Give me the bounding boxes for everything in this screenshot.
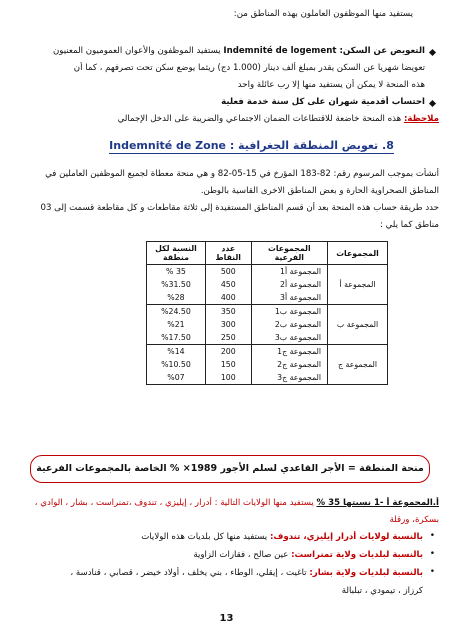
tamanrasset-line [14, 549, 423, 561]
table-header: عدد النقاط [205, 242, 251, 265]
page-number: 13 [219, 613, 234, 624]
housing-allowance-text: يستفيد الموظفون والأعوان العموميون المعنيون [53, 46, 221, 56]
bullet-diamond-icon [429, 100, 436, 107]
group-name: المجموعة ب [328, 305, 388, 345]
group-a1-label: أ.المجموعة أ -1 نسبتها 35 % [316, 498, 439, 508]
note-line [14, 113, 439, 125]
bullet-dot-icon: • [429, 549, 435, 559]
bullet-diamond-icon [429, 49, 436, 56]
table-header-row [147, 242, 388, 265]
bechar-text: تاغيت ، إيقلي، الوطاء ، بني يخلف ، أولاد خيضر ، قصابي ، قنادسة ، [70, 568, 307, 578]
subgroups-cell: المجموعة ب1 المجموعة ب2 المجموعة ب3 [251, 305, 327, 345]
bullet-dot-icon: • [429, 531, 435, 541]
seniority-line: احتساب أقدمية شهران على كل سنة خدمة فعلية [221, 97, 425, 107]
subgroups-cell: المجموعة ج1 المجموعة ج2 المجموعة ج3 [251, 345, 327, 385]
tamanrasset-text: عين صالح ، فقارات الزاوية [193, 550, 289, 560]
adrar-line [14, 531, 423, 543]
housing-allowance-line [14, 45, 425, 57]
zones-table [146, 241, 388, 385]
group-a1-line [14, 497, 439, 509]
paragraph-line-1: أنشأت بموجب المرسوم رقم: 82-183 المؤرخ في 15-05-82 و هي منحة معطاة لجميع الموظفين العاملين في [45, 169, 439, 179]
group-name: المجموعة ج [328, 345, 388, 385]
note-label: ملاحظة: [403, 114, 439, 124]
formula-box: منحة المنطقة = الأجر القاعدي لسلم الأجور 1989× % الخاصة بالمجموعات الفرعية [30, 455, 430, 483]
bechar-line-2: كرزاز ، تيمودي ، تبلبالة [341, 586, 423, 596]
group-name: المجموعة أ [328, 265, 388, 305]
bechar-line [14, 567, 423, 579]
table-header: المجموعات [328, 242, 388, 265]
paragraph-line-3: حدد طريقة حساب هذه المنحة بعد أن قسم المناطق المستفيدة إلى ثلاثة مقاطعات و كل مقاطعة قسمت إلى 03 [40, 203, 439, 213]
housing-allowance-line-3: هذه المنحة لا يمكن أن يستفيد منها إلا رب عائلة واحد [237, 80, 425, 90]
note-text: هذه المنحة خاضعة للاقتطاعات الضمان الاجتماعي والضريبة على الدخل الإجمالي [117, 114, 402, 124]
points-cell: 500 450 400 [205, 265, 251, 305]
tamanrasset-label: بالنسبة لبلديات ولاية تمنراست: [291, 550, 423, 560]
table-header: النسبة لكل منطقة [147, 242, 206, 265]
table-row [147, 345, 388, 385]
bechar-label: بالنسبة لبلديات ولاية بشار: [309, 568, 423, 578]
housing-allowance-title: التعويض عن السكن: Indemnité de logement [223, 46, 425, 56]
paragraph-line-2: المناطق الصحراوية الحارة و بعض المناطق الاخرى القاسية بالوطن. [200, 186, 439, 196]
table-header: المجموعات الفرعية [251, 242, 327, 265]
subgroups-cell: المجموعة أ1 المجموعة أ2 المجموعة أ3 [251, 265, 327, 305]
rates-cell: %24.50 %21 %17.50 [147, 305, 206, 345]
housing-allowance-line-2: تعويضا شهريا عن السكن يقدر بمبلغ ألف دينار (1.000 دج) ريثما يوضع سكن تحت تصرفهم ، كما أن [73, 63, 425, 73]
adrar-text: يستفيد منها كل بلديات هذه الولايات [141, 532, 268, 542]
section-heading: 8. تعويض المنطقة الجغرافية : Indemnité de Zone [109, 139, 394, 152]
paragraph-line-4: مناطق كما يلي : [380, 220, 439, 230]
rates-cell: %14 %10.50 %07 [147, 345, 206, 385]
group-a1-text: يستفيد منها الولايات التالية : أدرار ، إيليزي ، تندوف ،تمنراست ، بشار ، الوادي ، [34, 498, 314, 508]
group-a1-line-2: بسكرة، ورقلة [389, 515, 439, 525]
rates-cell: 35 % %31.50 %28 [147, 265, 206, 305]
adrar-label: بالنسبة لولايات أدرار إيليزي، تندوف: [269, 532, 423, 542]
points-cell: 200 150 100 [205, 345, 251, 385]
points-cell: 350 300 250 [205, 305, 251, 345]
table-row [147, 265, 388, 305]
bullet-dot-icon: • [429, 567, 435, 577]
table-row [147, 305, 388, 345]
intro-line: يستفيد منها الموظفون العاملون بهذه المناطق من: [233, 9, 413, 19]
